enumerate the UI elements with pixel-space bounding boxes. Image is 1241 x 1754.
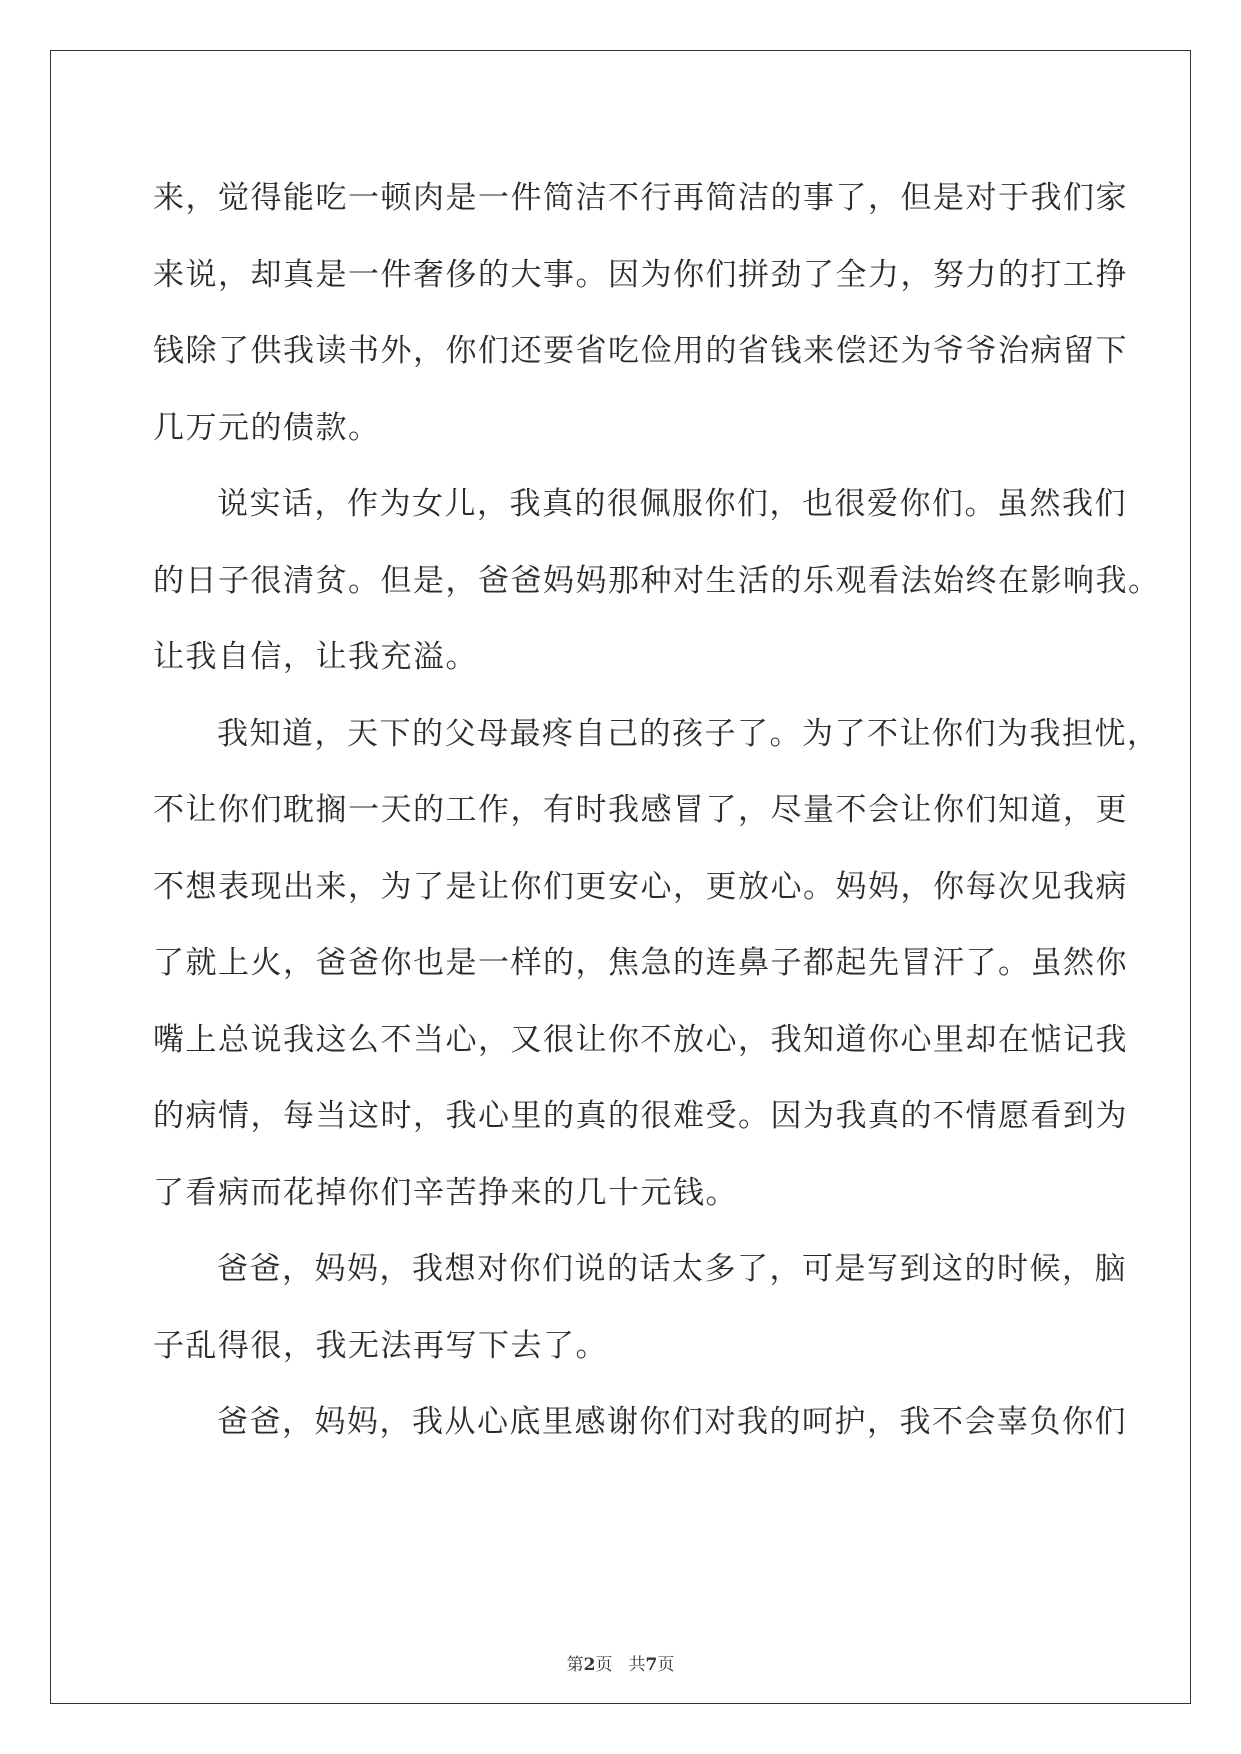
text-line: 的病情，每当这时，我心里的真的很难受。因为我真的不情愿看到为 — [153, 1098, 1128, 1134]
total-prefix: 共 — [628, 1655, 646, 1675]
text-line: 几万元的债款。 — [153, 409, 381, 446]
page-footer — [0, 1650, 1241, 1675]
total-pages: 7 — [645, 1655, 658, 1675]
text-line: 钱除了供我读书外，你们还要省吃俭用的省钱来偿还为爷爷治病留下 — [153, 333, 1128, 369]
page-suffix: 页 — [595, 1655, 613, 1675]
text-line: 我知道，天下的父母最疼自己的孩子了。为了不让你们为我担忧， — [217, 715, 1160, 752]
text-line: 来说，却真是一件奢侈的大事。因为你们拼劲了全力，努力的打工挣 — [153, 256, 1128, 293]
page-prefix: 第 — [566, 1655, 584, 1675]
text-line: 不让你们耽搁一天的工作，有时我感冒了，尽量不会让你们知道，更 — [153, 792, 1128, 828]
text-line: 了看病而花掉你们辛苦挣来的几十元钱。 — [153, 1174, 738, 1211]
total-suffix: 页 — [657, 1655, 675, 1675]
text-line: 嘴上总说我这么不当心，又很让你不放心，我知道你心里却在惦记我 — [153, 1021, 1128, 1058]
page-number: 2 — [583, 1655, 596, 1675]
text-line: 说实话，作为女儿，我真的很佩服你们，也很爱你们。虽然我们 — [217, 486, 1127, 522]
text-line: 了就上火，爸爸你也是一样的，焦急的连鼻子都起先冒汗了。虽然你 — [153, 945, 1128, 981]
text-line: 子乱得很，我无法再写下去了。 — [153, 1327, 608, 1364]
text-line: 爸爸，妈妈，我想对你们说的话太多了，可是写到这的时候，脑 — [217, 1251, 1127, 1287]
text-line: 爸爸，妈妈，我从心底里感谢你们对我的呵护，我不会辜负你们 — [217, 1404, 1127, 1440]
text-line: 的日子很清贫。但是，爸爸妈妈那种对生活的乐观看法始终在影响我。 — [153, 562, 1161, 599]
document-body — [153, 168, 1161, 1469]
text-line: 来，觉得能吃一顿肉是一件简洁不行再简洁的事了，但是对于我们家 — [153, 180, 1128, 216]
text-line: 不想表现出来，为了是让你们更安心，更放心。妈妈，你每次见我病 — [153, 868, 1128, 905]
text-line: 让我自信，让我充溢。 — [153, 639, 478, 675]
